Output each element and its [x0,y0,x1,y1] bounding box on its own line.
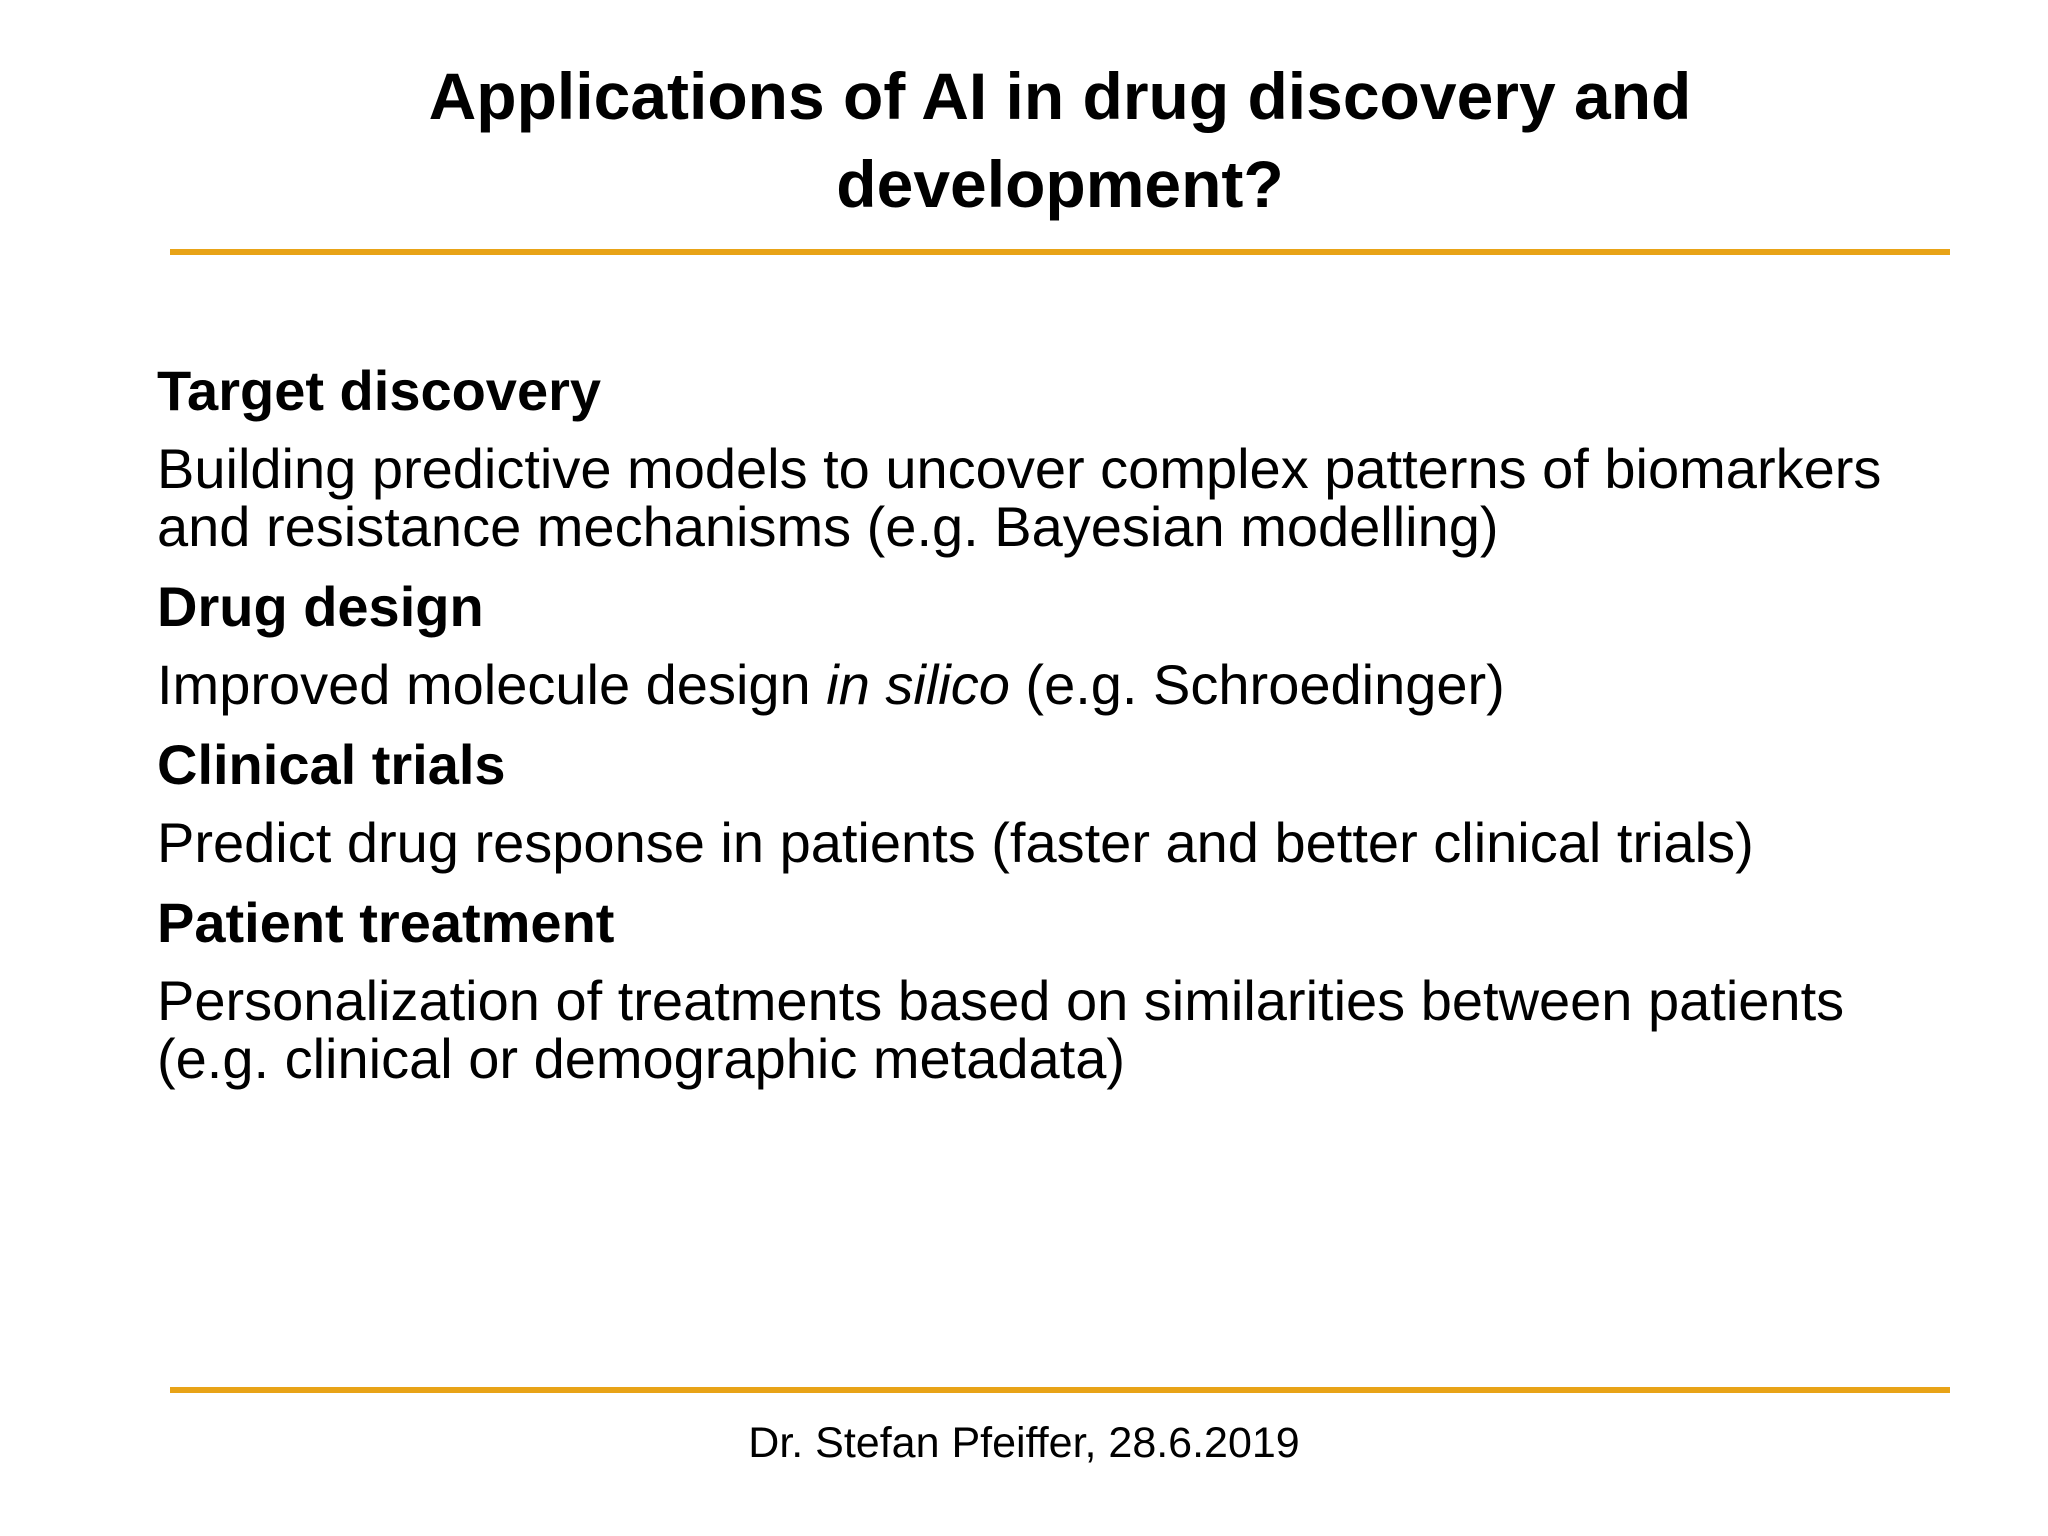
body-text: (e.g. Schroedinger) [1009,653,1505,716]
section-drug-design [157,576,1957,714]
section-heading: Patient treatment [157,891,615,954]
body-italic-text: in silico [826,653,1010,716]
section-heading: Clinical trials [157,733,506,796]
body-text: Improved molecule design [157,653,827,716]
footer-author-date: Dr. Stefan Pfeiffer, 28.6.2019 [748,1419,1300,1467]
section-body [157,653,1957,716]
slide-title [170,52,1950,228]
slide-title-line-2: development? [836,147,1284,221]
section-clinical-trials [157,734,1957,872]
section-target-discovery [157,360,1957,556]
top-divider [170,249,1950,255]
section-heading: Target discovery [157,359,602,422]
section-body: Predict drug response in patients (faster and better clinical trials) [157,811,1754,874]
section-body: Personalization of treatments based on similarities between patients (e.g. clinical or demographic metadata) [157,969,1845,1090]
slide-content [157,360,1957,1108]
section-body: Building predictive models to uncover complex patterns of biomarkers and resistance mechanisms (e.g. Bayesian modelling) [157,437,1882,558]
bottom-divider [170,1387,1950,1393]
section-heading: Drug design [157,575,484,638]
slide-title-line-1: Applications of AI in drug discovery and [428,59,1692,133]
section-patient-treatment [157,892,1957,1088]
